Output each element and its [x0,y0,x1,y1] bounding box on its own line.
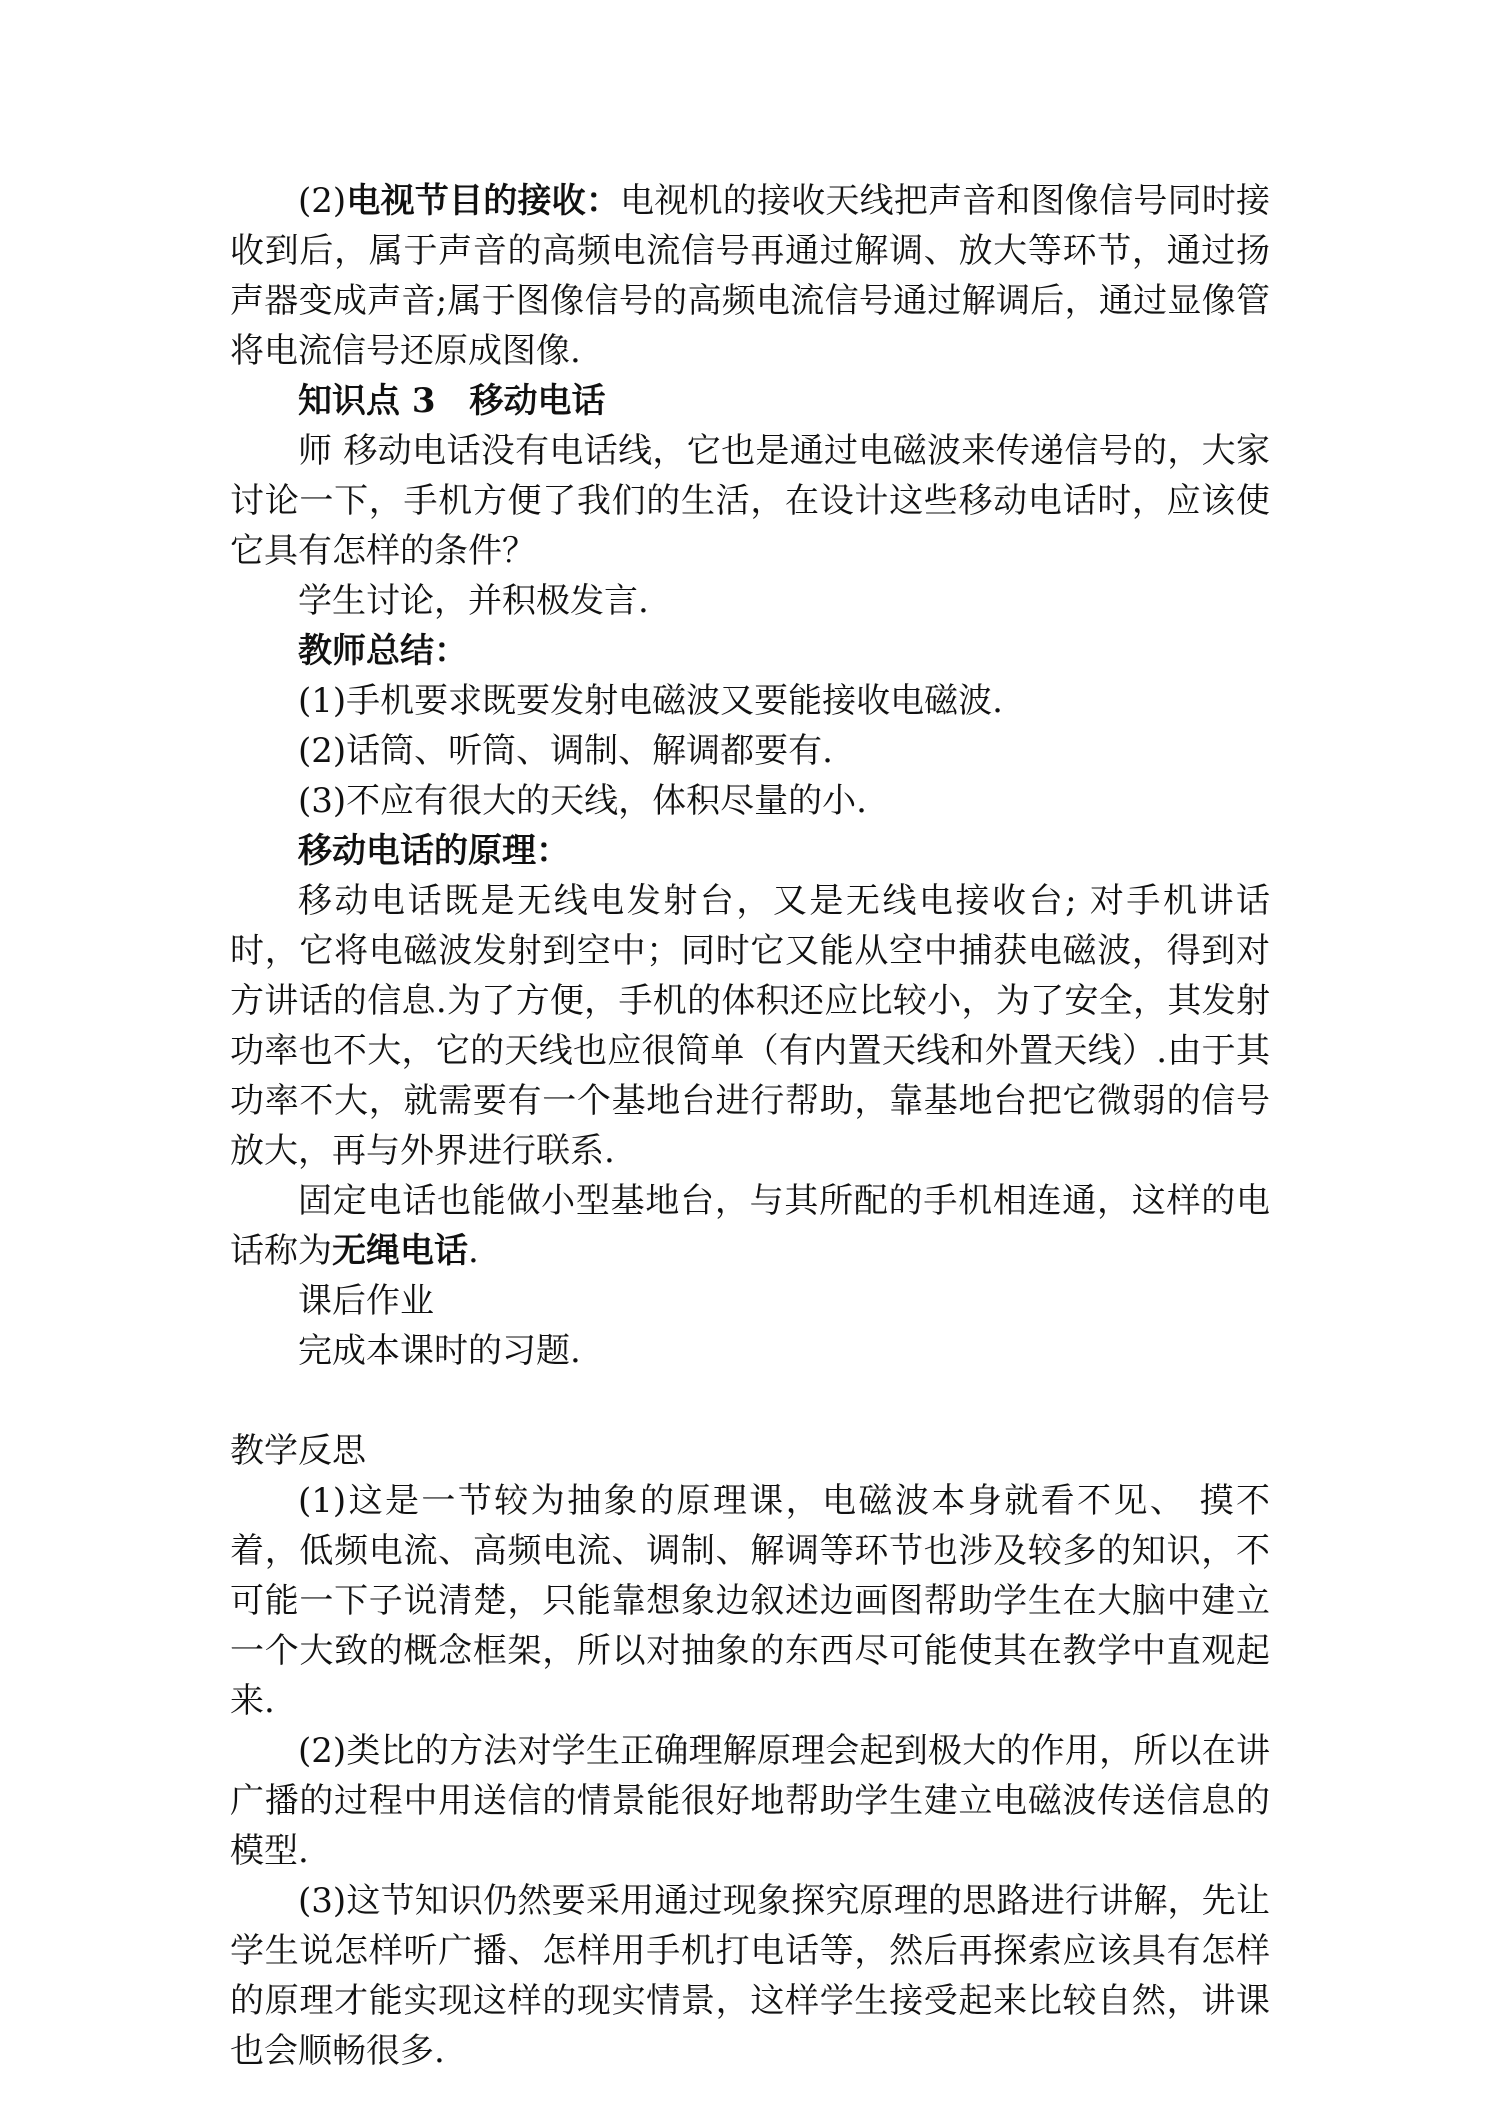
teacher-paragraph: 师 移动电话没有电话线，它也是通过电磁波来传递信号的，大家讨论一下，手机方便了我们的生活，在设计这些移动电话时，应该使它具有怎样的条件？ [230,431,1270,571]
summary-item: (3)不应有很大的天线，体积尽量的小. [298,781,867,821]
principle-title: 移动电话的原理： [298,831,570,871]
homework-text: 完成本课时的习题. [298,1331,581,1371]
students-paragraph: 学生讨论，并积极发言. [298,581,649,621]
summary-item: (1)手机要求既要发射电磁波又要能接收电磁波. [298,681,1003,721]
homework-title: 课后作业 [298,1281,434,1321]
reflection-item: (3)这节知识仍然要采用通过现象探究原理的思路进行讲解，先让学生说怎样听广播、怎样用手机打电话等，然后再探索应该具有怎样的原理才能实现这样的现实情景，这样学生接受起来比较自然，讲课也会顺畅很多. [230,1881,1270,2071]
section-spacer [230,1376,1270,1426]
tv-reception-paragraph [230,176,1270,376]
reflection-item: (2)类比的方法对学生正确理解原理会起到极大的作用，所以在讲广播的过程中用送信的情景能很好地帮助学生建立电磁波传送信息的模型. [230,1731,1270,1871]
document-page [230,176,1270,2076]
tv-reception-text: 电视机的接收天线把声音和图像信号同时接收到后，属于声音的高频电流信号再通过解调、放大等环节，通过扬声器变成声音;属于图像信号的高频电流信号通过解调后，通过显像管将电流信号还原成图像. [230,181,1271,371]
cordless-term: 无绳电话 [332,1231,468,1271]
principle-paragraph: 移动电话既是无线电发射台，又是无线电接收台; 对手机讲话时，它将电磁波发射到空中；同时它又能从空中捕获电磁波，得到对方讲话的信息.为了方便，手机的体积还应比较小，为了安全，其发射功率也不大，它的天线也应很简单（有内置天线和外置天线）.由于其功率不大，就需要有一个基地台进行帮助，靠基地台把它微弱的信号放大，再与外界进行联系. [230,881,1270,1171]
summary-item: (2)话筒、听筒、调制、解调都要有. [298,731,833,771]
reflection-title: 教学反思 [230,1431,366,1471]
reflection-item: (1)这是一节较为抽象的原理课，电磁波本身就看不见、 摸不着，低频电流、高频电流、调制、解调等环节也涉及较多的知识，不可能一下子说清楚，只能靠想象边叙述边画图帮助学生在大脑中建立一个大致的概念框架，所以对抽象的东西尽可能使其在教学中直观起来. [230,1481,1270,1721]
teacher-summary-title: 教师总结： [298,631,468,671]
cordless-paragraph [230,1176,1270,1276]
tv-reception-prefix: (2) [298,181,347,221]
knowledge-point-3-heading [230,376,1270,426]
cordless-suffix: . [468,1231,479,1271]
tv-reception-title: 电视节目的接收： [346,181,621,221]
cordless-text: 固定电话也能做小型基地台，与其所配的手机相连通，这样的电话称为 [230,1181,1270,1271]
knowledge-point-title: 移动电话 [469,381,606,421]
knowledge-point-label: 知识点 3 [298,381,436,421]
